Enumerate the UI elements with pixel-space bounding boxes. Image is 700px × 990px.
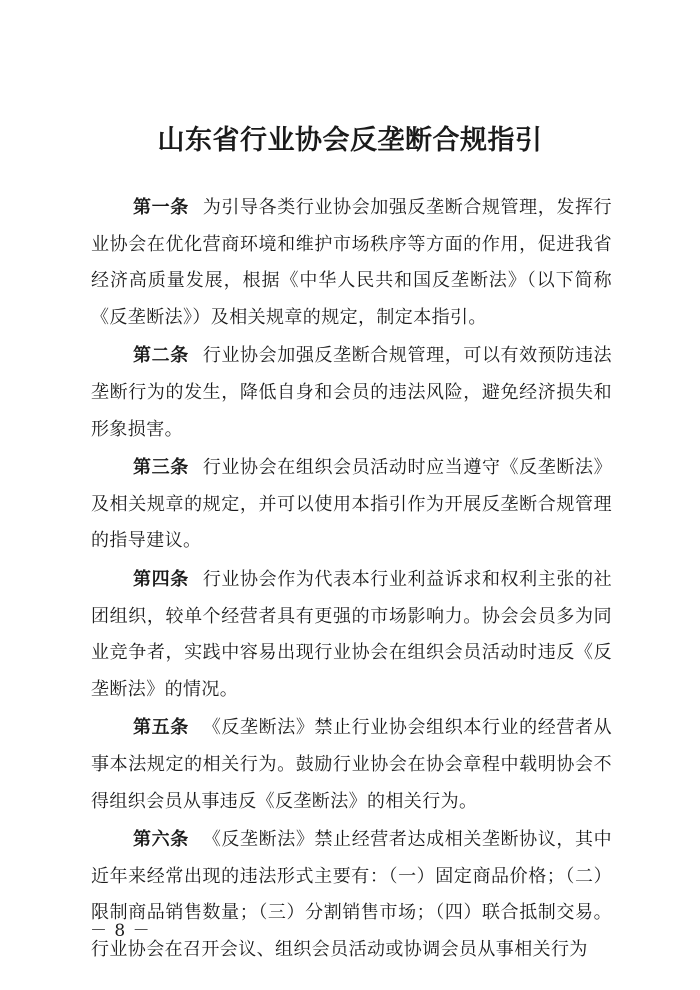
article-number: 第一条	[133, 197, 189, 218]
article-6	[91, 822, 612, 968]
article-text: 为引导各类行业协会加强反垄断合规管理，发挥行业协会在优化营商环境和维护市场秩序等方面的作用，促进我省经济高质量发展，根据《中华人民共和国反垄断法》（以下简称《反垄断法》）及相关规章的规定，制定本指引。	[91, 197, 612, 328]
article-number: 第六条	[133, 829, 189, 851]
article-number: 第四条	[133, 568, 189, 590]
document-body	[91, 190, 612, 970]
article-text: 行业协会加强反垄断合规管理，可以有效预防违法垄断行为的发生，降低自身和会员的违法风险，避免经济损失和形象损害。	[91, 345, 612, 440]
article-number: 第五条	[133, 717, 189, 739]
page-number: － 8 －	[90, 921, 151, 941]
article-1	[91, 190, 612, 336]
article-text: 《反垄断法》禁止行业协会组织本行业的经营者从事本法规定的相关行为。鼓励行业协会在协会章程中载明协会不得组织会员从事违反《反垄断法》的相关行为。	[91, 717, 612, 812]
article-text: 行业协会作为代表本行业利益诉求和权利主张的社团组织，较单个经营者具有更强的市场影响力。协会会员多为同业竞争者，实践中容易出现行业协会在组织会员活动时违反《反垄断法》的情况。	[91, 568, 612, 700]
article-5	[91, 710, 612, 820]
article-2	[91, 338, 612, 448]
article-text: 行业协会在组织会员活动时应当遵守《反垄断法》及相关规章的规定，并可以使用本指引作为开展反垄断合规管理的指导建议。	[91, 457, 612, 552]
article-4	[91, 562, 612, 708]
article-number: 第三条	[133, 457, 189, 479]
article-number: 第二条	[133, 345, 189, 367]
article-3	[91, 450, 612, 560]
document-title: 山东省行业协会反垄断合规指引	[157, 125, 543, 156]
article-text: 《反垄断法》禁止经营者达成相关垄断协议，其中近年来经常出现的违法形式主要有：（一）固定商品价格；（二）限制商品销售数量；（三）分割销售市场；（四）联合抵制交易。行业协会在召开会议、组织会员活动或协调会员从事相关行为	[91, 829, 612, 960]
